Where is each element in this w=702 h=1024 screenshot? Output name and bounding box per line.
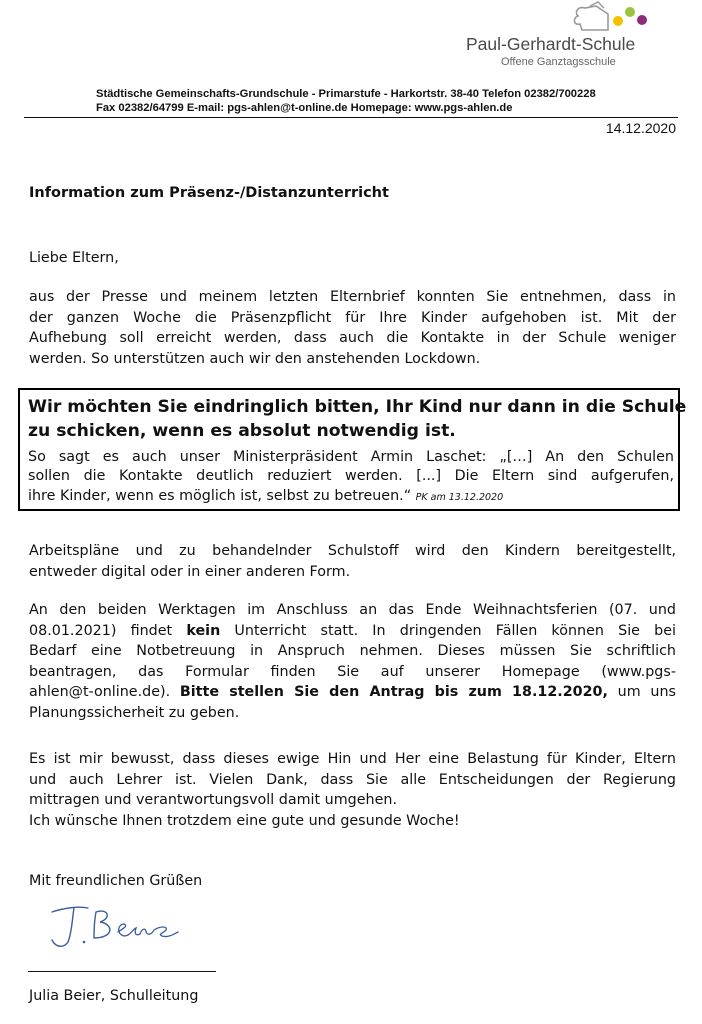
text-line: entweder digital oder in einer anderen Form.: [29, 563, 351, 580]
text-line: [28, 487, 674, 507]
quote-end: ihre Kinder, wenn es möglich ist, selbst zu betreuen.“: [28, 487, 412, 504]
logo-house-icon: [574, 2, 608, 30]
emphasis-deadline: Bitte stellen Sie den Antrag bis zum 18.12.2020,: [179, 684, 608, 701]
text-line: An den beiden Werktagen im Anschluss an das Ende Weihnachtsferien (07. und: [29, 602, 676, 618]
logo-dot-purple: [637, 15, 647, 25]
signer-name: Julia Beier, Schulleitung: [29, 988, 199, 1004]
letter-date: 14.12.2020: [605, 120, 676, 136]
text-line: werden. So unterstützen auch wir den anstehenden Lockdown.: [29, 350, 481, 367]
logo-school-name: Paul-Gerhardt-Schule: [466, 34, 636, 54]
text-line: [29, 621, 676, 642]
text-line: aus der Presse und meinem letzten Elternbrief konnten Sie entnehmen, dass in: [29, 289, 676, 305]
text-fragment: 08.01.2021) findet: [29, 622, 187, 639]
quote-source: PK am 13.12.2020: [415, 491, 504, 503]
paragraph-emergency-care: [29, 600, 676, 724]
emphasis-kein: kein: [186, 622, 221, 639]
text-line: Ich wünsche Ihnen trotzdem eine gute und gesunde Woche!: [29, 812, 460, 829]
logo-dot-yellow: [613, 16, 623, 26]
text-fragment: um uns: [607, 684, 676, 701]
text-fragment: Unterricht statt. In dringenden Fällen können Sie bei: [220, 622, 676, 639]
text-line: Aufhebung soll erreicht werden, dass auch die Kontakte in der Schule weniger: [29, 330, 676, 347]
text-line: mittragen und verantwortungsvoll damit umgehen.: [29, 792, 398, 809]
text-line: Arbeitspläne und zu behandelnder Schulstoff wird den Kindern bereitgestellt,: [29, 543, 676, 559]
text-line: So sagt es auch unser Ministerpräsident Armin Laschet: „[…] An den Schulen: [28, 449, 674, 465]
text-line: Bedarf eine Notbetreuung in Anspruch nehmen. Dieses müssen Sie schriftlich: [29, 643, 676, 660]
handwritten-signature: [44, 898, 184, 954]
highlight-quote: [28, 448, 674, 507]
closing-phrase: Mit freundlichen Grüßen: [29, 873, 203, 889]
highlight-heading: [28, 396, 687, 443]
logo-dot-green: [625, 7, 635, 17]
letterhead-address: Städtische Gemeinschafts-Grundschule - Primarstufe - Harkortstr. 38-40 Telefon 02382/700228: [96, 88, 596, 100]
text-line: zu schicken, wenn es absolut notwendig ist.: [28, 420, 456, 441]
text-line: der ganzen Woche die Präsenzpflicht für Ihre Kinder aufgehoben ist. Mit der: [29, 309, 676, 326]
letter-greeting: Liebe Eltern,: [29, 250, 119, 266]
logo-subtitle: Offene Ganztagsschule: [501, 56, 616, 68]
text-line: und auch Lehrer ist. Vielen Dank, dass Sie alle Entscheidungen der Regierung: [29, 771, 676, 788]
text-line: beantragen, das Formular finden Sie auf unserer Homepage (www.pgs-: [29, 663, 676, 680]
signature-line: [28, 971, 216, 972]
paragraph-closing-thoughts: [29, 749, 676, 831]
text-line: Es ist mir bewusst, dass dieses ewige Hin und Her eine Belastung für Kinder, Eltern: [29, 751, 676, 767]
letter-subject: Information zum Präsenz-/Distanzunterricht: [29, 185, 389, 201]
paragraph-intro: [29, 287, 676, 369]
letterhead-divider: [24, 117, 678, 118]
letterhead-contact: Fax 02382/64799 E-mail: pgs-ahlen@t-online.de Homepage: www.pgs-ahlen.de: [96, 102, 513, 114]
text-line: Planungssicherheit zu geben.: [29, 704, 240, 721]
text-line: [29, 682, 676, 703]
text-fragment: ahlen@t-online.de).: [29, 684, 180, 701]
paragraph-materials: [29, 541, 676, 582]
text-line: Wir möchten Sie eindringlich bitten, Ihr Kind nur dann in die Schule: [28, 397, 687, 417]
text-line: sollen die Kontakte deutlich reduziert werden. [...] Die Eltern sind aufgerufen,: [28, 468, 674, 485]
